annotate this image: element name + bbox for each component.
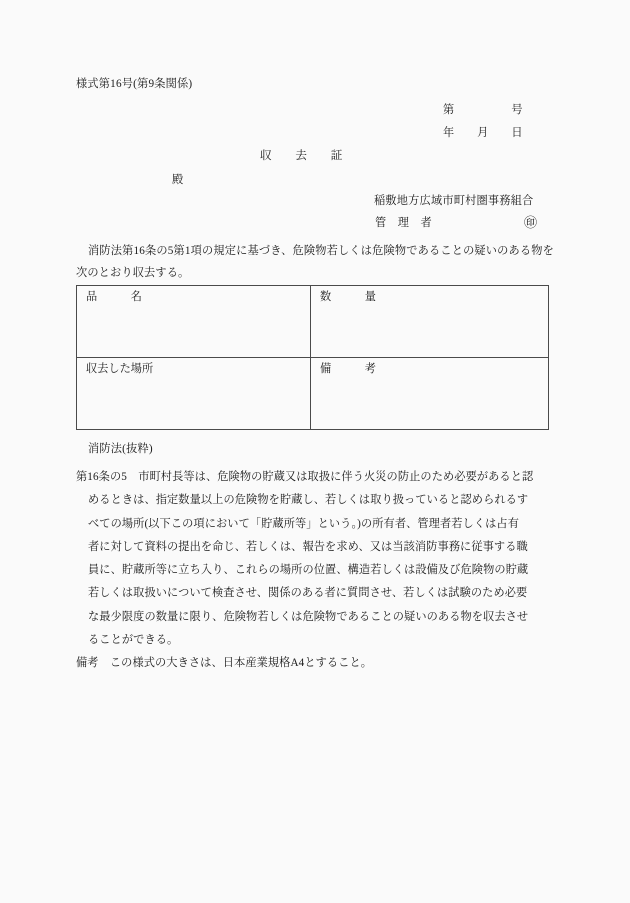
law-line: 若しくは取扱いについて検査させ、関係のある者に質問させ、若しくは試験のため必要 [88, 587, 528, 600]
table-cell-item-name[interactable]: 品 名 [77, 286, 311, 358]
lead-paragraph: 消防法第16条の5第1項の規定に基づき、危険物若しくは危険物であることの疑いのある物を次のとおり収去する。 [76, 245, 554, 279]
addressee-honorific: 殿 [172, 174, 184, 186]
law-line: 第16条の5 市町村長等は、危険物の貯蔵又は取扱に伴う火災の防止のため必要があると認 [76, 471, 534, 483]
document-date-field: 年 月 日 [443, 127, 523, 139]
issuer-role: 管 理 者 [375, 217, 432, 229]
seal-stamp-icon: ㊞ [524, 215, 538, 230]
table-cell-quantity[interactable]: 数 量 [311, 286, 549, 358]
law-line: めるときは、指定数量以上の危険物を貯蔵し、若しくは取り扱っていると認められるす [88, 494, 529, 507]
form-number: 様式第16号(第9条関係) [76, 78, 193, 90]
document-title: 収 去 証 [260, 149, 343, 162]
table-row [77, 358, 549, 430]
collection-table [76, 285, 549, 430]
table-row [77, 286, 549, 358]
law-line: 者に対して資料の提出を命じ、若しくは、報告を求め、又は当該消防事務に従事する職 [88, 540, 528, 553]
law-line: 員に、貯蔵所等に立ち入り、これらの場所の位置、構造若しくは設備及び危険物の貯蔵 [88, 564, 529, 577]
table-cell-remarks[interactable]: 備 考 [311, 358, 549, 430]
law-line: べての場所(以下この項において「貯蔵所等」という。)の所有者、管理者若しくは占有 [88, 517, 519, 530]
law-excerpt-heading: 消防法(抜粋) [88, 443, 153, 455]
form-size-note: 備考 この様式の大きさは、日本産業規格A4とすること。 [76, 657, 373, 669]
law-line: な最少限度の数量に限り、危険物若しくは危険物であることの疑いのある物を収去させ [88, 610, 529, 623]
issuer-organization: 稲敷地方広域市町村圏事務組合 [374, 195, 534, 207]
document-number-field: 第 号 [443, 104, 523, 116]
law-excerpt-body [76, 466, 554, 652]
table-cell-collection-place[interactable]: 収去した場所 [77, 358, 311, 430]
law-line: ることができる。 [88, 634, 179, 647]
